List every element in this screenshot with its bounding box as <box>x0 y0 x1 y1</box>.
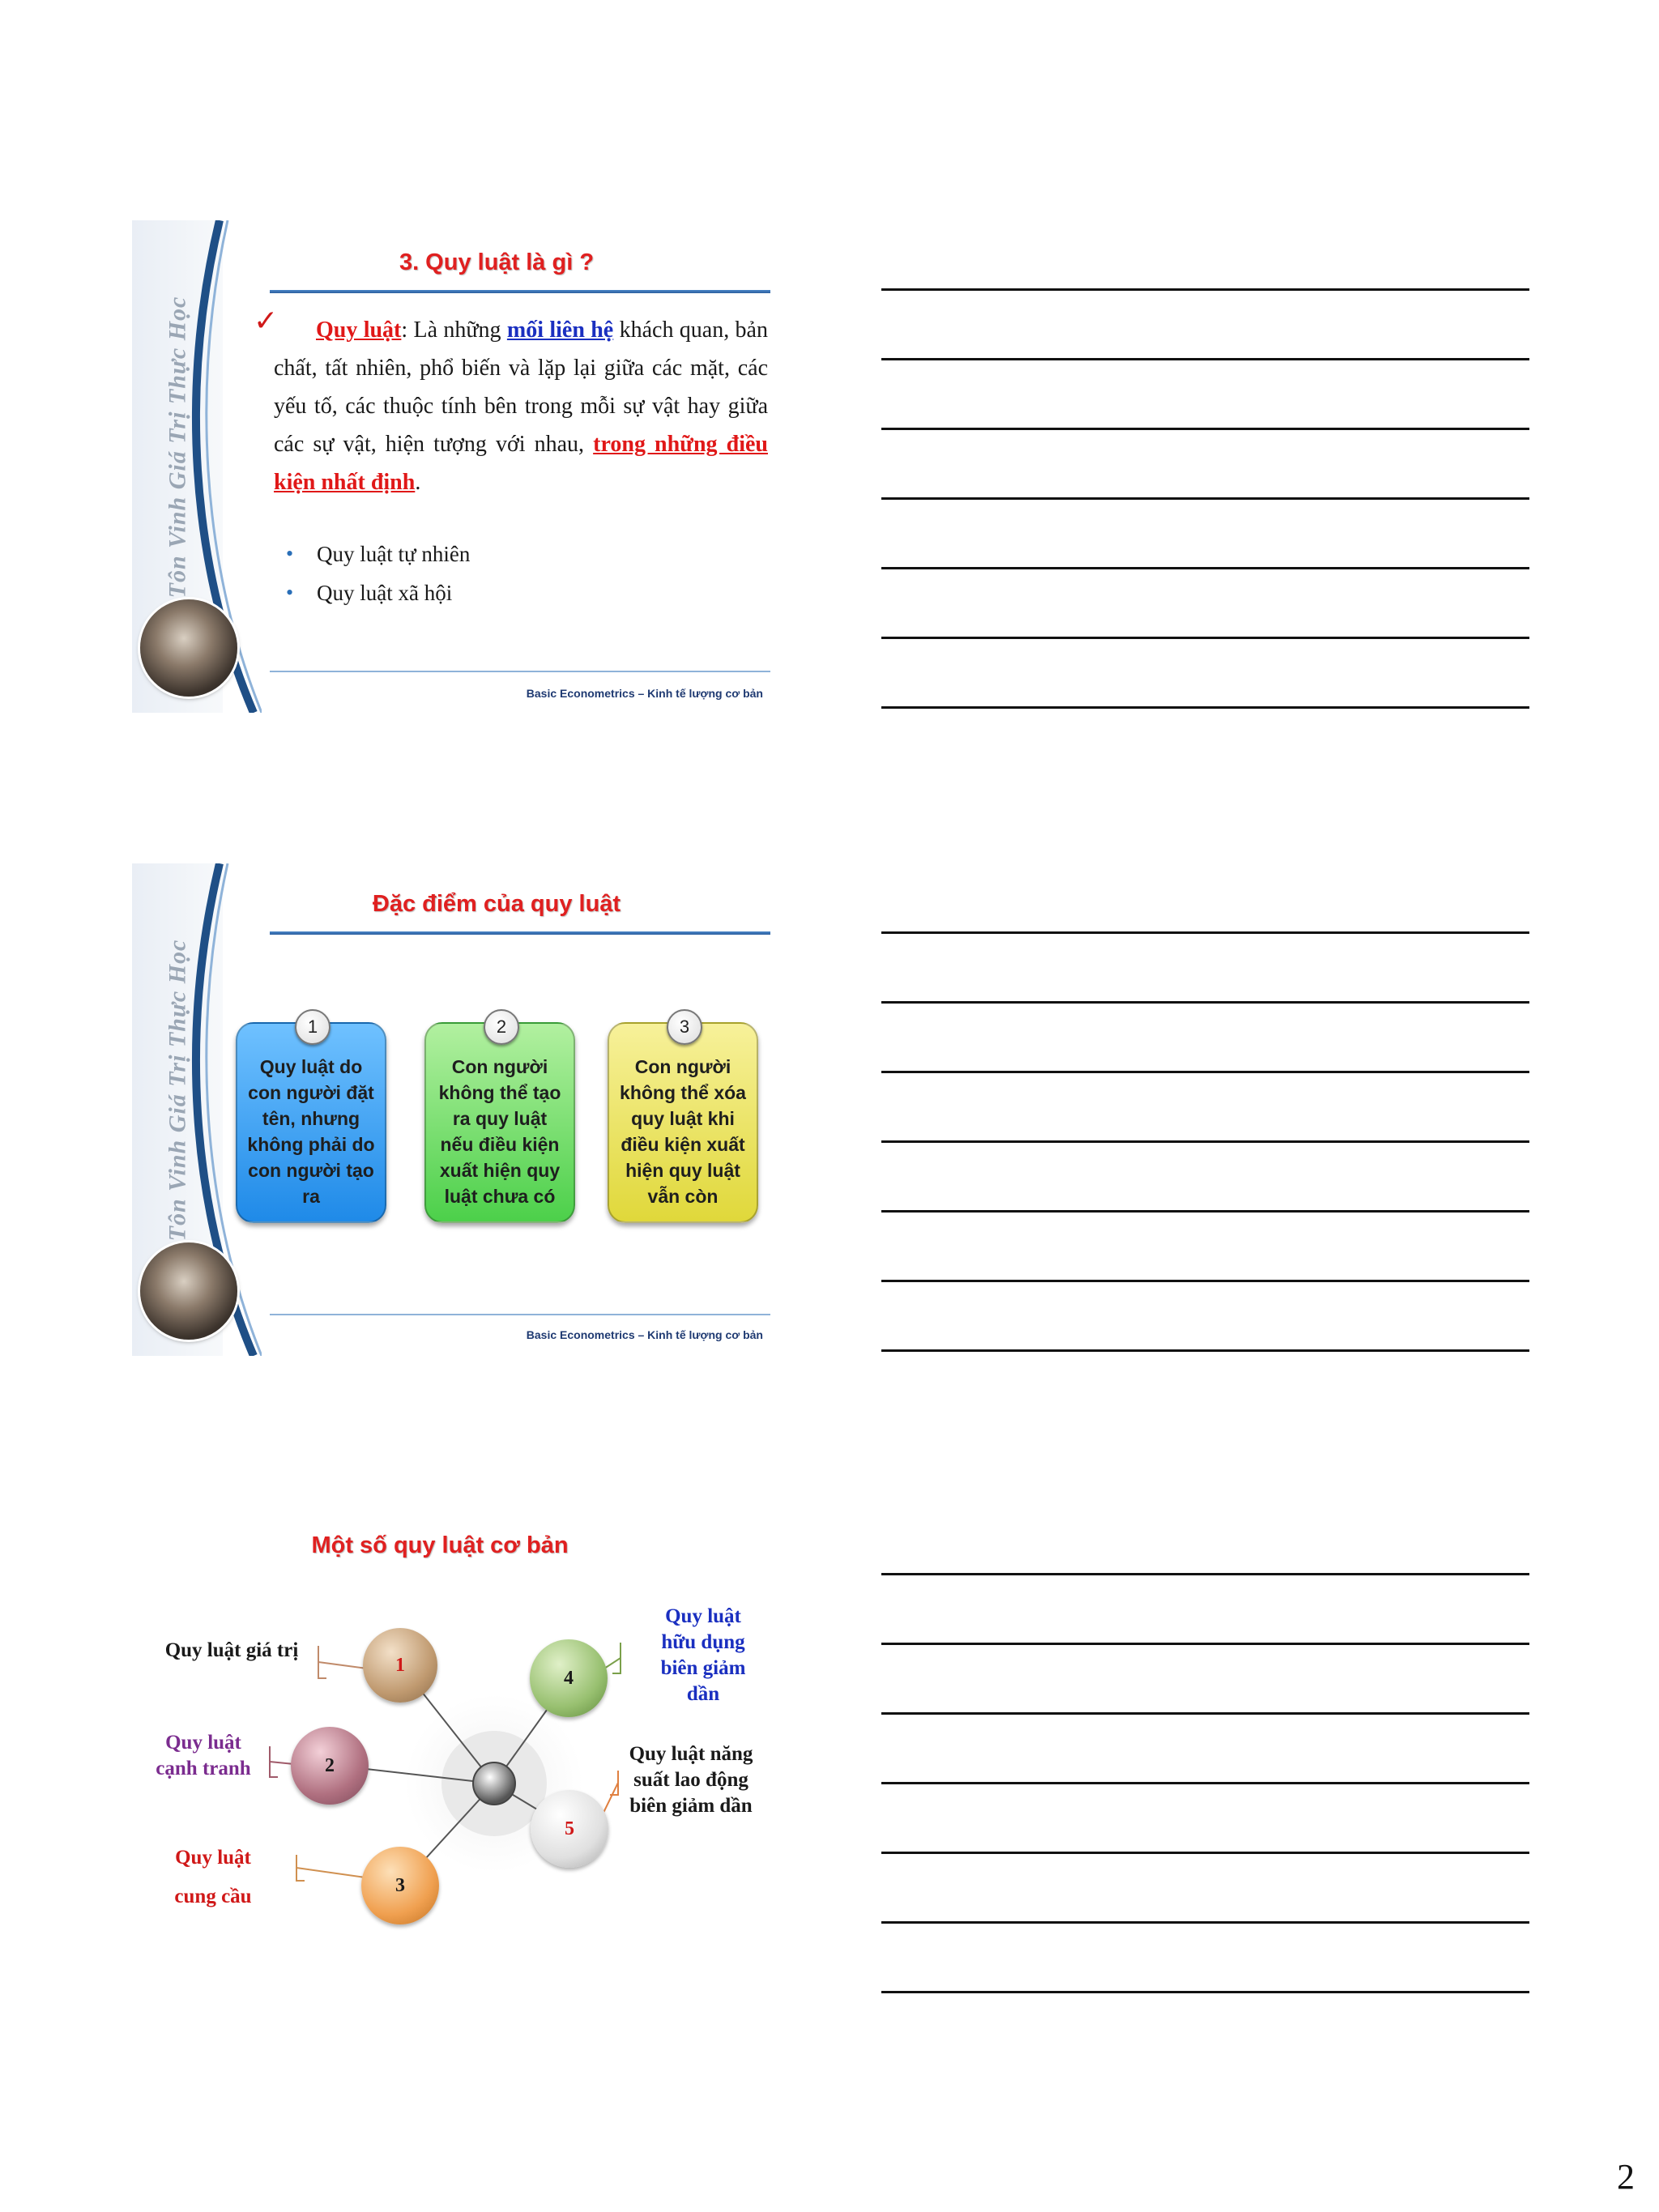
feature-card-2 <box>424 1016 575 1223</box>
feature-card-3 <box>608 1016 758 1223</box>
law-node-3: 3 <box>361 1847 439 1924</box>
title-rule <box>270 290 770 293</box>
law-node-1: 1 <box>363 1628 437 1703</box>
note-line <box>881 1643 1529 1645</box>
title-rule <box>270 931 770 935</box>
note-line <box>881 428 1529 430</box>
note-line <box>881 1349 1529 1352</box>
handshake-photo <box>140 1242 237 1340</box>
page-number: 2 <box>1617 2157 1635 2197</box>
note-line <box>881 706 1529 709</box>
strip-text: Tôn Vinh Giá Trị Thực Học <box>164 296 190 599</box>
card-text: Con người không thể tạo ra quy luật nếu điều kiện xuất hiện quy luật chưa có <box>438 1056 561 1207</box>
law-label-1: Quy luật giá trị <box>164 1639 299 1661</box>
feature-card-1 <box>236 1016 386 1223</box>
slide-3 <box>132 1507 773 1999</box>
law-label-2: Quy luật cạnh tranh <box>156 1732 251 1779</box>
law-node-5: 5 <box>531 1790 608 1868</box>
law-label-4: Quy luật hữu dụng biên giảm dần <box>660 1605 746 1705</box>
note-line <box>881 931 1529 934</box>
slide-footer: Basic Econometrics – Kinh tế lượng cơ bản <box>526 687 763 700</box>
slide-1 <box>132 220 773 713</box>
note-line <box>881 497 1529 500</box>
card-number: 1 <box>295 1009 331 1045</box>
note-line <box>881 1573 1529 1575</box>
note-line <box>881 1210 1529 1213</box>
slide-title: 3. Quy luật là gì ? <box>399 249 595 275</box>
slide-title: Đặc điểm của quy luật <box>372 891 621 917</box>
note-line <box>881 1001 1529 1004</box>
bullet-list <box>286 535 470 612</box>
note-line <box>881 358 1529 360</box>
strip-text: Tôn Vinh Giá Trị Thực Học <box>164 939 190 1242</box>
card-text: Quy luật do con người đặt tên, nhưng không phải do con người tạo ra <box>247 1056 375 1207</box>
check-icon: ✓ <box>254 305 279 338</box>
note-line <box>881 1280 1529 1282</box>
term-quy-luat: Quy luật <box>316 318 402 343</box>
note-line <box>881 288 1529 291</box>
term-moi-lien-he: mối liên hệ <box>506 318 614 343</box>
slide-footer: Basic Econometrics – Kinh tế lượng cơ bản <box>526 1328 763 1341</box>
definition-paragraph: Quy luật: Là những mối liên hệ khách quan, bản chất, tất nhiên, phổ biến và lặp lại giữa các mặt, các yếu tố, các thuộc tính bên trong mỗi sự vật hay giữa các sự vật, hiện tượng với nhau, trong những điều kiện nhất định. <box>274 318 768 495</box>
slide-2 <box>132 863 773 1356</box>
handshake-photo <box>140 599 237 697</box>
note-line <box>881 1782 1529 1784</box>
note-line <box>881 637 1529 639</box>
slide-title: Một số quy luật cơ bản <box>311 1532 569 1558</box>
note-line <box>881 1921 1529 1924</box>
bullet-item: • Quy luật xã hội <box>286 573 470 612</box>
note-line <box>881 1852 1529 1854</box>
note-line <box>881 1071 1529 1073</box>
footer-rule <box>270 671 770 672</box>
law-node-4: 4 <box>530 1639 608 1717</box>
card-number: 2 <box>484 1009 519 1045</box>
term-dieu-kien: trong những điều kiện nhất định <box>274 432 768 495</box>
note-line <box>881 1140 1529 1143</box>
law-label-3: Quy luật cung cầu <box>174 1847 252 1907</box>
note-line <box>881 1991 1529 1993</box>
law-label-5: Quy luật năng suất lao động biên giảm dần <box>629 1743 753 1817</box>
card-number: 3 <box>667 1009 702 1045</box>
card-text: Con người không thể xóa quy luật khi điều kiện xuất hiện quy luật vẫn còn <box>620 1056 746 1207</box>
note-line <box>881 567 1529 569</box>
bullet-item: • Quy luật tự nhiên <box>286 535 470 573</box>
law-node-2: 2 <box>291 1727 369 1805</box>
footer-rule <box>270 1314 770 1315</box>
note-line <box>881 1712 1529 1715</box>
